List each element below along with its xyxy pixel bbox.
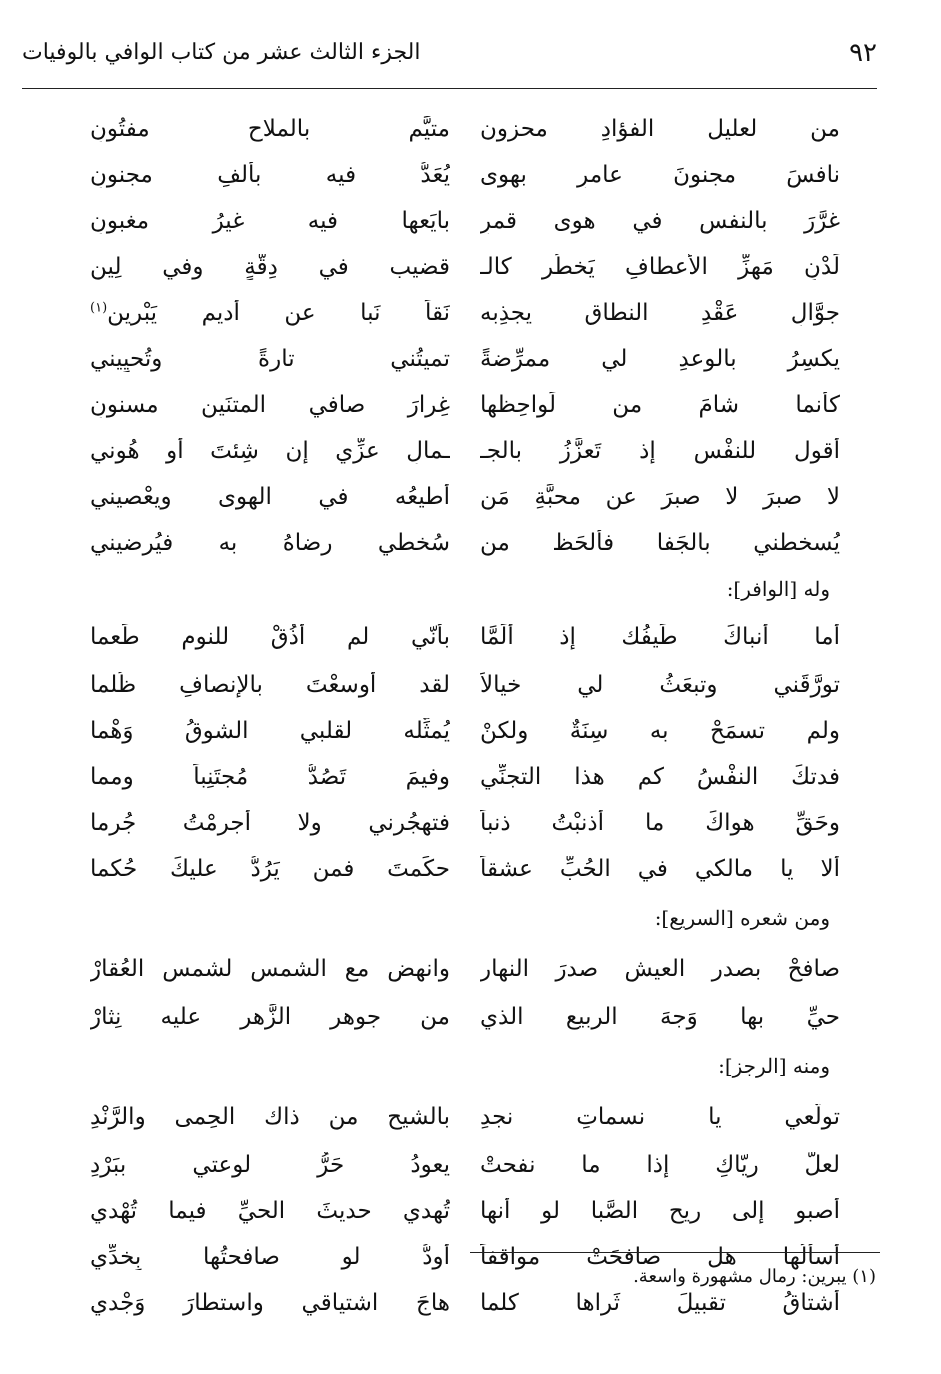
first-hemistich: أصبو إلى ريحِ الصَّبا لو أنها <box>480 1198 840 1224</box>
first-hemistich: حيِّ بها وَجهَ الربيعِ الذي <box>480 1004 840 1030</box>
verse-line <box>90 474 840 520</box>
first-hemistich: جوَّالِ عَقْدِ النطاقِ يجذِبه <box>480 300 840 326</box>
second-hemistich: تُهدي حديثَ الحيِّ فيما تُهْدي <box>90 1198 450 1224</box>
first-hemistich: كأنما شامَ من لَواحِظها <box>480 392 840 418</box>
verse-line <box>90 198 840 244</box>
second-hemistich: وانهض مع الشمسِ لشمسِ العُقارْ <box>90 956 450 982</box>
second-hemistich: سُخطي رضاهُ به فيُرضيني <box>90 530 450 556</box>
verse-line <box>90 994 840 1040</box>
verse-line <box>90 106 840 152</box>
hemistich-text: نَقاً نَبا عن أديمِ يَبْرِينِ <box>107 300 450 326</box>
first-hemistich: لا صبرَ لا صبرَ عن محبَّةِ مَن <box>480 484 840 510</box>
first-hemistich: أشتاقُ تقبيلَ ثَراها كلما <box>480 1290 840 1316</box>
verse-line <box>90 1092 840 1142</box>
poem-section <box>90 106 840 566</box>
poem-section <box>90 566 840 892</box>
verse-line <box>90 336 840 382</box>
first-hemistich: لعلَّ ريّاكِ إذا ما نفحتْ <box>480 1152 840 1178</box>
poem-section <box>90 892 840 1040</box>
section-intro: ومن شعره [السريع]: <box>654 906 830 930</box>
first-hemistich: أقول للنفْسِ إذ تَعزَّزُ بالجـ <box>480 438 840 464</box>
first-hemistich: نافسَ مجنونَ عامرٍ بهوى <box>480 162 840 188</box>
verse-line <box>90 662 840 708</box>
second-hemistich-with-footnote <box>90 300 450 326</box>
verse-line <box>90 152 840 198</box>
verse-line <box>90 612 840 662</box>
header-rule <box>22 88 877 89</box>
second-hemistich: تميتُني تارةً وتُحيِيني <box>90 346 450 372</box>
first-hemistich: لَدْنٍ مَهزِّ الأعطافِ يَخطُر كالـ <box>480 254 840 280</box>
first-hemistich: تولَّعي يا نسماتِ نجدِ <box>480 1104 840 1130</box>
verse-line <box>90 520 840 566</box>
first-hemistich: غرَّرَ بالنفسِ في هوى قمرٍ <box>480 208 840 234</box>
second-hemistich: يُعَدُّ فيه بألفِ مجنونِ <box>90 162 450 188</box>
section-intro: ومنه [الرجز]: <box>718 1054 830 1078</box>
second-hemistich: فتهجُرني ولا أجرمْتُ جُرما <box>90 810 450 836</box>
footnote: (١) يبرين: رمال مشهورة واسعة. <box>633 1266 876 1287</box>
second-hemistich: قضيب في دِقَّةٍ وفي لِينِ <box>90 254 450 280</box>
second-hemistich: يعودُ حَرُّ لوعتي ببَرْدِ <box>90 1152 450 1178</box>
verse-line <box>90 428 840 474</box>
verse-line <box>90 708 840 754</box>
first-hemistich: من لعليل الفؤادِ محزون <box>480 116 840 142</box>
second-hemistich: غِرارَ صافي المتنَينِ مسنونِ <box>90 392 450 418</box>
verse-line <box>90 382 840 428</box>
second-hemistich: أودُّ لو صافحتُها بِخدِّي <box>90 1244 450 1270</box>
verse-line <box>90 846 840 892</box>
verse-line <box>90 1142 840 1188</box>
verse-line <box>90 1188 840 1234</box>
verse-line <box>90 290 840 336</box>
second-hemistich: وفيمَ تَصُدُّ مُجتَنِباً ومما <box>90 764 450 790</box>
second-hemistich: حكَمتَ فمن يَرُدُّ عليكَ حُكما <box>90 856 450 882</box>
first-hemistich: فدتكَ النفْسُ كم هذا التجنِّي <box>480 764 840 790</box>
second-hemistich: لقد أوسعْتَ بالإنصافِ ظُلما <box>90 672 450 698</box>
verse-line <box>90 800 840 846</box>
first-hemistich: يكسِرُ بالوعدِ لي ممرِّضةً <box>480 346 840 372</box>
verse-line <box>90 944 840 994</box>
second-hemistich: من جوهرِ الزَّهرِ عليه نِثارْ <box>90 1004 450 1030</box>
first-hemistich: أما أنباكَ طَيفُك إذ ألَمَّا <box>480 624 840 650</box>
book-title: الجزء الثالث عشر من كتاب الوافي بالوفيات <box>22 40 421 65</box>
second-hemistich: بالشيحِ من ذاك الحِمى والرَّنْدِ <box>90 1104 450 1130</box>
poem-body <box>90 106 840 1326</box>
second-hemistich: هاجَ اشتياقي واستطارَ وَجْدي <box>90 1290 450 1316</box>
section-intro: وله [الوافر]: <box>726 577 830 601</box>
page-number: ٩٢ <box>849 38 877 68</box>
second-hemistich: بايَعها فيه غيرُ مغبونِ <box>90 208 450 234</box>
second-hemistich: يُمثِّله لقلبي الشوقُ وَهْما <box>90 718 450 744</box>
first-hemistich: ولم تسمَحْ به سِنَةٌ ولكنْ <box>480 718 840 744</box>
second-hemistich: أُطيعُه في الهوى ويعْصيني <box>90 484 450 510</box>
footnote-marker: (١) <box>90 300 108 316</box>
first-hemistich: صافحْ بصدرِ العيشِ صدرَ النهار <box>480 956 840 982</box>
verse-line <box>90 754 840 800</box>
first-hemistich: تورَّقَني وتبعَثُ لي خيالاً <box>480 672 840 698</box>
second-hemistich: بأنّي لم أذُقْ للنومِ طَعما <box>90 624 450 650</box>
first-hemistich: وحَقِّ هواكَ ما أذنبْتُ ذنباً <box>480 810 840 836</box>
second-hemistich: ـمالِ عزِّي إن شِئتَ أو هُوني <box>90 438 450 464</box>
first-hemistich: ألا يا مالكي في الحُبِّ عشقاً <box>480 856 840 882</box>
running-header <box>22 38 877 86</box>
first-hemistich: أسألُها هل صافحَتْ مواقفاً <box>480 1244 840 1270</box>
second-hemistich: متيَّم بالملاحِ مفتُونِ <box>90 116 450 142</box>
footnote-rule <box>470 1252 880 1253</box>
first-hemistich: يُسخطني بالجَفا فألحَظ من <box>480 530 840 556</box>
verse-line <box>90 244 840 290</box>
